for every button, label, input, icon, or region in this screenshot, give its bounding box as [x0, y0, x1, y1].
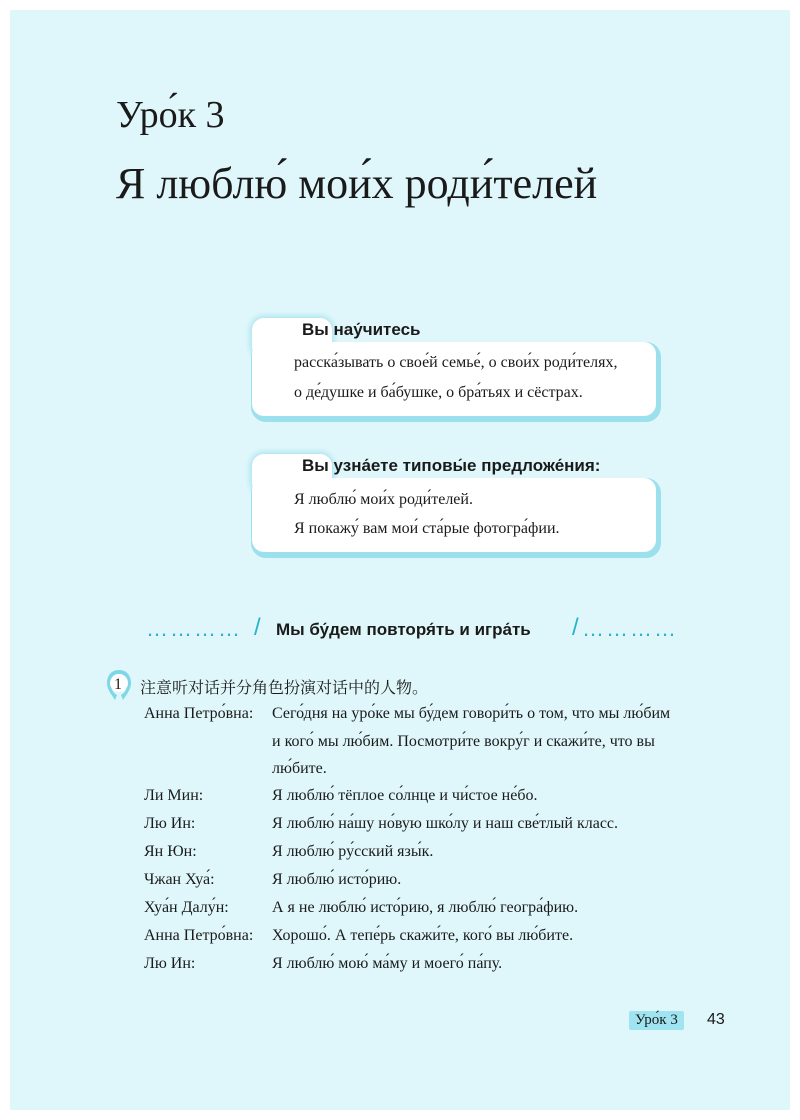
dialogue-speaker: Ли Мин: — [144, 787, 204, 804]
dots-left: ………… — [146, 616, 242, 641]
goal-line: Я люблю́ мои́х роди́телей. — [294, 491, 473, 508]
section-heading — [0, 612, 800, 648]
dialogue-line: лю́бите. — [272, 760, 327, 777]
exercise-instruction: 注意听对话并分角色扮演对话中的人物。 — [140, 678, 429, 697]
dialogue-line: Я люблю́ на́шу но́вую шко́лу и наш све́тлый класс. — [272, 815, 619, 832]
dialogue-speaker: Лю Ин: — [144, 815, 196, 832]
dialogue-line: Хорошо́. А тепе́рь скажи́те, кого́ вы лю́бите. — [272, 927, 574, 944]
goal-heading: Вы узна́ете типовы́е предложе́ния: — [302, 456, 601, 475]
goal-heading: Вы нау́читесь — [302, 320, 421, 339]
dialogue-line: Я люблю́ исто́рию. — [272, 871, 402, 888]
dialogue-line: Я люблю́ тёплое со́лнце и чи́стое не́бо. — [272, 787, 538, 804]
dialogue-speaker: Ян Юн: — [144, 843, 197, 860]
dialogue-line: Я люблю́ мою́ ма́му и моего́ па́пу. — [272, 955, 503, 972]
dialogue-line: Я люблю́ ру́сский язы́к. — [272, 843, 434, 860]
goal-line: о де́душке и ба́бушке, о бра́тьях и сёстрах. — [294, 384, 583, 401]
goal-card — [252, 478, 656, 552]
section-title: Мы бу́дем повторя́ть и игра́ть — [276, 620, 531, 639]
dialogue-speaker: Анна Петро́вна: — [144, 705, 254, 722]
dialogue-speaker: Чжан Хуа́: — [144, 871, 215, 888]
goal-line: расска́зывать о свое́й семье́, о свои́х роди́телях, — [294, 354, 618, 371]
goal-line: Я покажу́ вам мои́ ста́рые фотогра́фии. — [294, 520, 560, 537]
lesson-label: Уро́к 3 — [116, 94, 225, 136]
exercise-number: 1 — [114, 676, 122, 693]
footer-lesson-label: Уро́к 3 — [629, 1011, 684, 1030]
slash-left: / — [254, 614, 261, 641]
dots-right: ………… — [582, 616, 678, 641]
page-number: 43 — [707, 1011, 725, 1028]
dialogue-speaker: Хуа́н Далу́н: — [144, 899, 229, 916]
dialogue-line: А я не люблю́ исто́рию, я люблю́ геогра́фию. — [272, 899, 579, 916]
slash-right: / — [572, 614, 579, 641]
dialogue-speaker: Анна Петро́вна: — [144, 927, 254, 944]
dialogue-line: и кого́ мы лю́бим. Посмотри́те вокру́г и скажи́те, что вы — [272, 733, 655, 750]
dialogue-speaker: Лю Ин: — [144, 955, 196, 972]
lesson-title: Я люблю́ мои́х роди́телей — [116, 159, 598, 208]
dialogue-line: Сего́дня на уро́ке мы бу́дем говори́ть о том, что мы лю́бим — [272, 705, 671, 722]
